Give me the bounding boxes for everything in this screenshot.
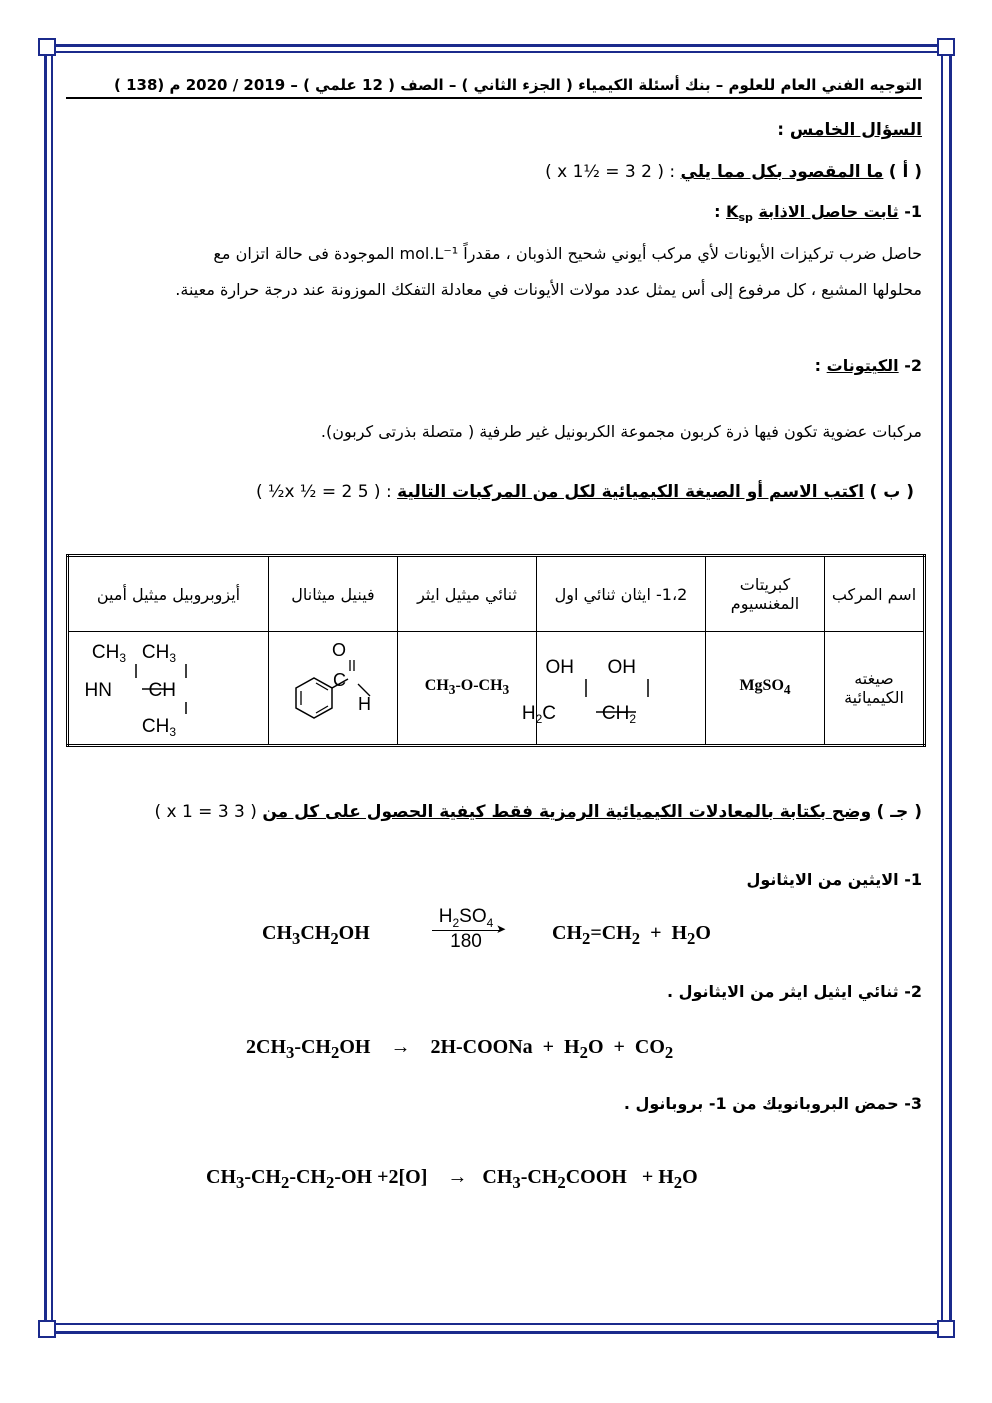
structure-isopropyl-methyl-amine bbox=[68, 632, 269, 746]
part-b-label: ( ب ) bbox=[869, 482, 914, 502]
part-c-item2: 2- ثنائي ايثيل ايثر من الايثانول . bbox=[666, 982, 922, 1001]
svg-text:C: C bbox=[332, 670, 346, 690]
page-header: التوجيه الفني العام للعلوم – بنك أسئلة الكيمياء ( الجزء الثاني ) – الصف ( 12 علمي ) – 2019 / 2020 م (138 ) bbox=[66, 76, 922, 99]
item-number: 2- bbox=[904, 356, 922, 375]
part-a-title: ما المقصود بكل مما يلي bbox=[680, 162, 884, 182]
question-title: السؤال الخامس bbox=[789, 120, 922, 140]
temperature-label: 180 bbox=[450, 930, 482, 952]
svg-text:CH3: $CH_3$ bbox=[141, 716, 176, 739]
table-row bbox=[68, 632, 925, 746]
svg-text:CH: CH bbox=[148, 680, 176, 701]
corner-ornament bbox=[38, 1320, 56, 1338]
table-cell: كبريتات المغنسيوم bbox=[706, 556, 825, 632]
corner-ornament bbox=[937, 1320, 955, 1338]
table-cell: 1،2- ايثان ثنائي اول bbox=[537, 556, 706, 632]
table-cell: أيزوبروبيل ميثيل أمين bbox=[68, 556, 269, 632]
part-b-heading bbox=[66, 482, 914, 502]
structure-ethanediol bbox=[521, 632, 706, 746]
exam-page bbox=[60, 60, 928, 1310]
svg-text:H: H bbox=[357, 694, 371, 714]
equation-1-conditions bbox=[428, 906, 504, 953]
part-a-item1-title bbox=[66, 202, 922, 224]
part-a-score: : ( 2 x 1½ = 3 ) bbox=[545, 162, 676, 182]
ethanediol-structure bbox=[521, 641, 696, 731]
corner-ornament bbox=[937, 38, 955, 56]
svg-text:OH: OH bbox=[607, 657, 636, 678]
svg-text:OH: OH bbox=[545, 657, 574, 678]
formula-magnesium-sulfate: MgSO$_4$ bbox=[706, 632, 825, 746]
equation-1-reactant: $CH_3CH_2OH$ bbox=[262, 922, 370, 948]
part-c-item1: 1- الايثين من الايثانول bbox=[746, 870, 922, 889]
table-cell: ثنائي ميثيل ايثر bbox=[398, 556, 537, 632]
svg-text:CH3: $CH_3$ bbox=[141, 642, 176, 665]
colon: : bbox=[777, 120, 784, 140]
item-number: 1- bbox=[904, 202, 922, 221]
amine-structure bbox=[84, 636, 234, 739]
svg-text:HN: HN bbox=[84, 680, 112, 701]
table-row bbox=[68, 556, 925, 632]
part-a-heading bbox=[66, 162, 922, 182]
item-term: الكيتونات bbox=[826, 356, 899, 375]
compounds-table bbox=[66, 554, 926, 747]
structure-benzaldehyde bbox=[269, 632, 398, 746]
equation-1-products: $CH_2=CH_2 + H_2O$ bbox=[552, 922, 711, 948]
reaction-arrow: ➤ bbox=[432, 930, 500, 931]
part-c-score: ( 3 x 1 = 3 ) bbox=[154, 802, 257, 822]
svg-text:CH3: $CH_3$ bbox=[91, 642, 126, 665]
svg-text:O: O bbox=[331, 640, 346, 660]
catalyst-label: $H_2SO_4$ bbox=[438, 906, 494, 930]
part-c-heading bbox=[66, 802, 922, 822]
table-cell: فينيل ميثانال bbox=[269, 556, 398, 632]
colon: : bbox=[714, 202, 721, 221]
equation-3: $CH_3-CH_2-CH_2-OH +2[O]$ → $CH_3-CH_2COOH + H_2O$ bbox=[206, 1166, 698, 1192]
part-a-label: ( أ ) bbox=[888, 162, 922, 182]
item-term: ثابت حاصل الاذابة bbox=[758, 202, 899, 221]
colon: : bbox=[814, 356, 822, 375]
part-c-item3: 3- حمض البروبانويك من 1- بروبانول . bbox=[623, 1094, 922, 1113]
part-a-item1-definition-2: محلولها المشبع ، كل مرفوع إلى أس يمثل عدد مولات الأيونات في معادلة التفكك الموزونة عند درجة حرارة معينة. bbox=[175, 280, 922, 299]
svg-text:CH2: $CH_2$ bbox=[601, 703, 636, 726]
part-a-item1-definition-1: حاصل ضرب تركيزات الأيونات لأي مركب أيوني شحيح الذوبان ، مقدراً mol.L⁻¹ الموجودة فى حالة اتزان مع bbox=[213, 244, 922, 263]
part-c-title: وضح بكتابة بالمعادلات الكيميائية الرمزية فقط كيفية الحصول على كل من bbox=[262, 802, 872, 822]
corner-ornament bbox=[38, 38, 56, 56]
question-five-heading bbox=[66, 120, 922, 140]
part-b-score: : ( 5 x ½ = 2½ ) bbox=[255, 482, 392, 502]
table-cell: صيغته الكيميائية bbox=[825, 632, 925, 746]
benzaldehyde-structure bbox=[276, 636, 391, 736]
formula-dimethyl-ether: $CH_3-O-CH_3$ bbox=[398, 632, 537, 746]
ksp-symbol: $K_{sp}$ bbox=[726, 202, 753, 225]
part-c-label: ( جـ ) bbox=[876, 802, 922, 822]
table-cell: اسم المركب bbox=[825, 556, 925, 632]
part-a-item2-title bbox=[66, 356, 922, 375]
part-b-title: اكتب الاسم أو الصيغة الكيميائية لكل من المركبات التالية bbox=[397, 482, 865, 502]
equation-2: $2CH_3-CH_2OH$ → 2H-COONa + $H_2O + CO_2$ bbox=[246, 1036, 674, 1062]
svg-text:H2C: $H_2C$ bbox=[521, 703, 556, 726]
part-a-item2-definition: مركبات عضوية تكون فيها ذرة كربون مجموعة الكربونيل غير طرفية ( متصلة بذرتى كربون). bbox=[320, 422, 922, 441]
